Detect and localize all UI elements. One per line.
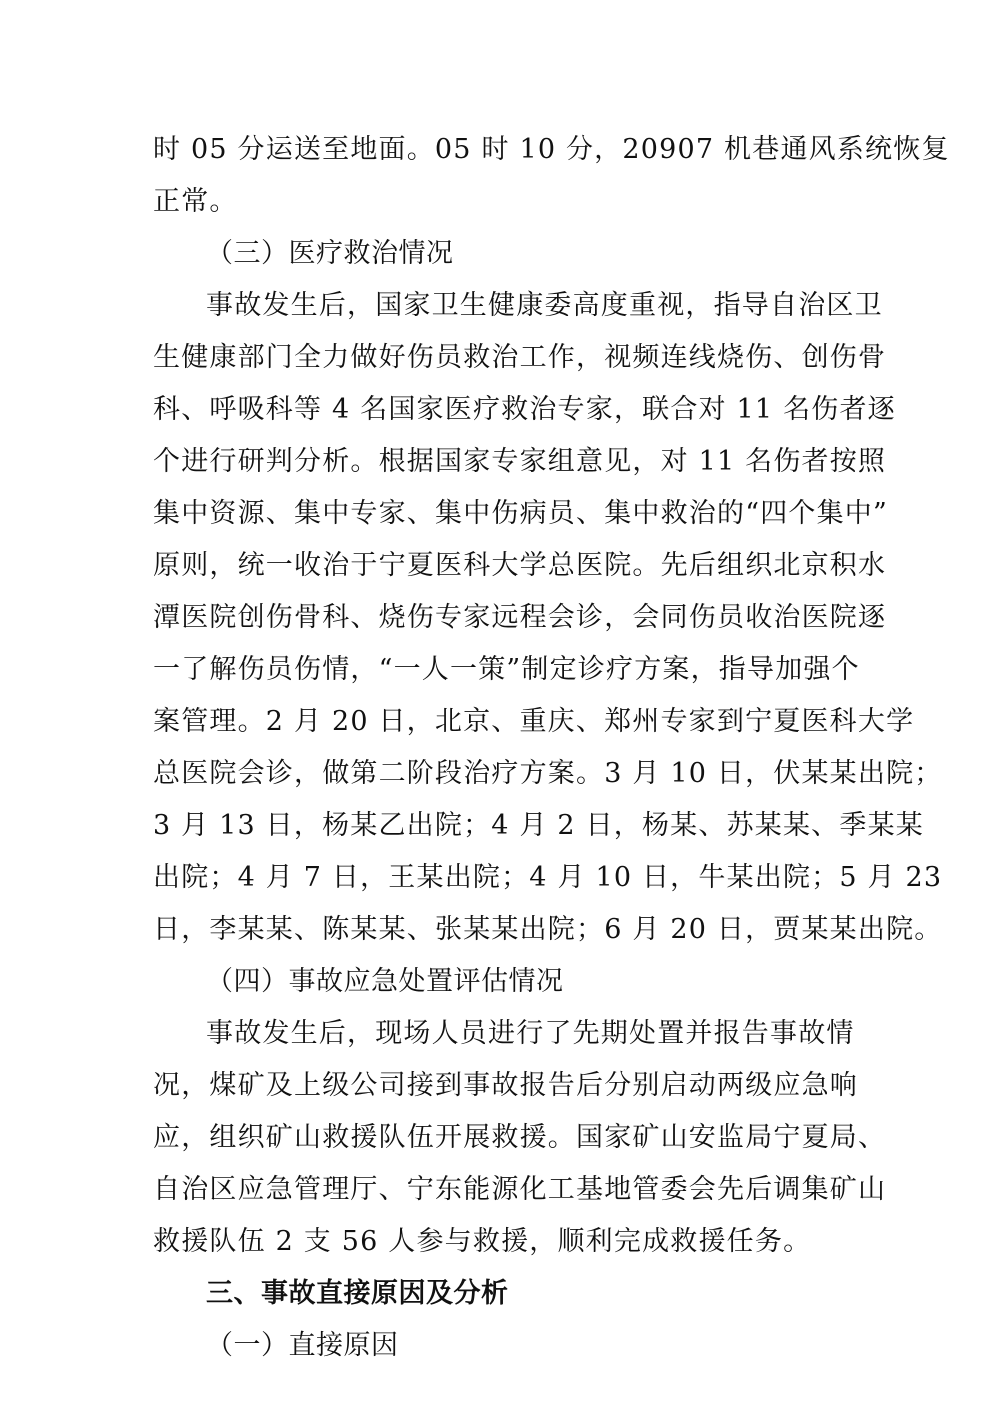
text-line: 时 05 分运送至地面。05 时 10 分，20907 机巷通风系统恢复 bbox=[153, 134, 950, 165]
text-line: 科、呼吸科等 4 名国家医疗救治专家，联合对 11 名伤者逐 bbox=[153, 394, 896, 425]
text-line: 总医院会诊，做第二阶段治疗方案。3 月 10 日，伏某某出院； bbox=[153, 758, 943, 789]
text-line: 事故发生后，现场人员进行了先期处置并报告事故情 bbox=[206, 1018, 855, 1049]
text-line: 应，组织矿山救援队伍开展救援。国家矿山安监局宁夏局、 bbox=[153, 1122, 887, 1153]
subheading-emergency-evaluation: （四）事故应急处置评估情况 bbox=[206, 966, 564, 997]
text-line: 自治区应急管理厅、宁东能源化工基地管委会先后调集矿山 bbox=[153, 1174, 887, 1205]
text-line: 日，李某某、陈某某、张某某出院；6 月 20 日，贾某某出院。 bbox=[153, 914, 943, 945]
text-line: 案管理。2 月 20 日，北京、重庆、郑州专家到宁夏医科大学 bbox=[153, 706, 915, 737]
text-line: 集中资源、集中专家、集中伤病员、集中救治的“四个集中” bbox=[153, 498, 889, 529]
text-line: 出院；4 月 7 日，王某出院；4 月 10 日，牛某出院；5 月 23 bbox=[153, 862, 943, 893]
text-line: 正常。 bbox=[153, 186, 238, 217]
text-line: 况，煤矿及上级公司接到事故报告后分别启动两级应急响 bbox=[153, 1070, 858, 1101]
text-line: 事故发生后，国家卫生健康委高度重视，指导自治区卫 bbox=[206, 290, 883, 321]
section-heading-direct-cause: 三、事故直接原因及分析 bbox=[206, 1278, 509, 1309]
text-line: 一了解伤员伤情，“一人一策”制定诊疗方案，指导加强个 bbox=[153, 654, 860, 685]
subheading-medical-treatment: （三）医疗救治情况 bbox=[206, 238, 454, 269]
text-line: 生健康部门全力做好伤员救治工作，视频连线烧伤、创伤骨 bbox=[153, 342, 887, 373]
text-line: 潭医院创伤骨科、烧伤专家远程会诊，会同伤员收治医院逐 bbox=[153, 602, 887, 633]
text-line: 原则，统一收治于宁夏医科大学总医院。先后组织北京积水 bbox=[153, 550, 887, 581]
text-line: 个进行研判分析。根据国家专家组意见，对 11 名伤者按照 bbox=[153, 446, 887, 477]
subheading-direct-cause: （一）直接原因 bbox=[206, 1330, 399, 1361]
text-line: 救援队伍 2 支 56 人参与救援，顺利完成救援任务。 bbox=[153, 1226, 812, 1257]
text-line: 3 月 13 日，杨某乙出院；4 月 2 日，杨某、苏某某、季某某 bbox=[153, 810, 924, 841]
